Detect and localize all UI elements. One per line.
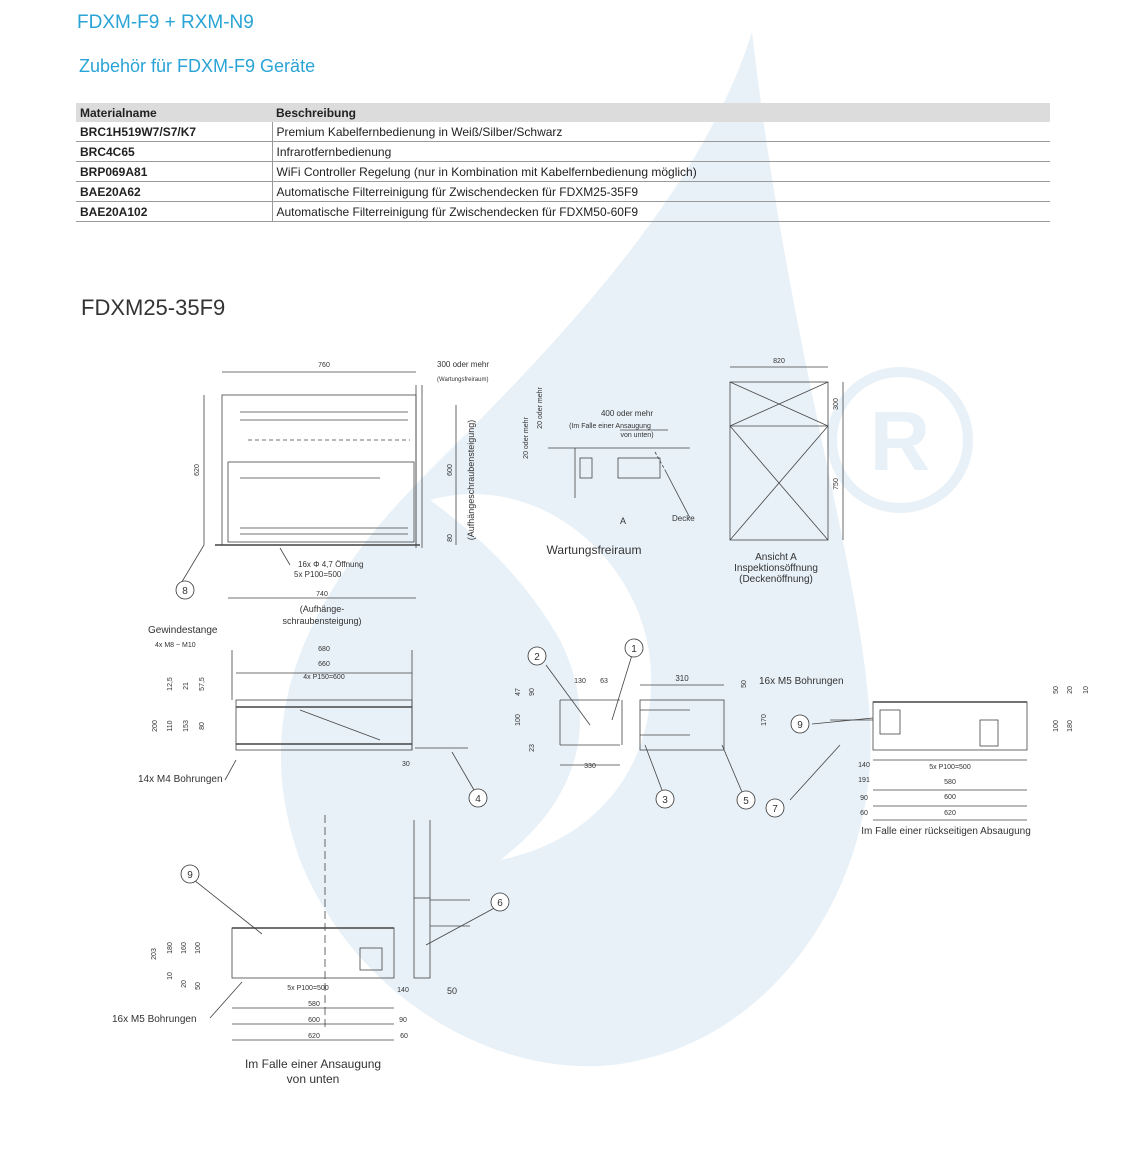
note-label: (Im Falle einer Ansaugung [569,423,651,430]
dim-label: 660 [318,661,330,668]
dim-label: 12,5 [167,677,174,691]
marker-label: 2 [534,652,540,663]
dim-label: 580 [308,1001,320,1008]
dim-label: 50 [446,986,458,996]
dim-label: 90 [529,688,536,696]
material-name: BAE20A62 [76,182,272,202]
rod-label: Gewindestange [148,625,218,636]
dim-label: 300 oder mehr [437,360,490,369]
view-a-caption: (Deckenöffnung) [739,574,813,585]
rod-spec-label: 4x M8 ~ M10 [155,642,196,649]
view-a-label: A [620,516,627,526]
holes-label: 16x M5 Bohrungen [112,1014,197,1025]
dim-label: 20 [1067,686,1074,694]
marker-label: 7 [772,804,778,815]
holes-label: 16x M5 Bohrungen [759,676,844,687]
decke-label: Decke [672,514,695,523]
rear-caption: Im Falle einer rückseitigen Absaugung [861,826,1031,837]
dim-label: 200 [152,720,159,732]
service-caption: Wartungsfreiraum [546,543,642,557]
dim-label: 80 [199,722,206,730]
note-label: von unten) [620,432,654,439]
holes-label: 14x M4 Bohrungen [138,774,223,785]
model-title: FDXM25-35F9 [81,295,226,320]
table-row [76,122,1050,142]
marker-label: 8 [182,586,188,597]
material-name: BAE20A102 [76,202,272,222]
marker-label: 3 [662,795,668,806]
hang-bottom-label: (Aufhänge- [299,604,345,614]
dim-label: 21 [183,682,190,690]
page-title: FDXM-F9 + RXM-N9 [77,12,254,33]
hang-label: (Aufhängeschraubensteigung) [466,419,476,541]
dim-label: 100 [515,714,522,726]
material-name: BRC1H519W7/S7/K7 [76,122,272,142]
dim-label: 153 [183,720,190,732]
dim-label: 620 [944,810,956,817]
dim-label: (Wartungsfreiraum) [437,377,489,383]
dim-label: 5x P100=500 [287,985,329,992]
material-description: Premium Kabelfernbedienung in Weiß/Silber/Schwarz [272,122,1050,142]
dim-label: 170 [761,714,768,726]
dim-label: 620 [194,464,201,476]
marker-label: 9 [797,720,803,731]
dim-label: 600 [447,464,454,476]
table-row [76,162,1050,182]
dim-label: 50 [1053,686,1060,694]
dim-label: 300 [833,398,840,410]
marker-label: 1 [631,644,637,655]
material-name: BRC4C65 [76,142,272,162]
dim-label: 140 [397,987,409,994]
marker-label: 5 [743,796,749,807]
dim-label: 203 [151,948,158,960]
bottom-caption: von unten [286,1072,340,1086]
dim-label: 10 [167,972,174,980]
dim-label: 140 [858,762,870,769]
material-description: Automatische Filterreinigung für Zwischendecken für FDXM50-60F9 [272,202,1050,222]
dim-label: 10 [1083,686,1090,694]
dim-label: 680 [318,646,330,653]
dim-label: 180 [1067,720,1074,732]
material-description: Infrarotfernbedienung [272,142,1050,162]
dim-label: 5x P100=500 [929,764,971,771]
dim-label: 47 [515,688,522,696]
dim-label: 57,5 [199,677,206,691]
dim-label: 620 [308,1033,320,1040]
dim-label: 50 [195,982,202,990]
svg-text:R: R [869,394,931,488]
dim-label: 100 [1053,720,1060,732]
marker-label: 4 [475,794,481,805]
dim-label: 60 [400,1033,408,1040]
material-name: BRP069A81 [76,162,272,182]
column-header-description: Beschreibung [272,103,1050,122]
view-a-caption: Inspektionsöffnung [734,563,818,574]
dim-label: 130 [574,678,586,685]
dim-label: 400 oder mehr [600,409,654,418]
bottom-caption: Im Falle einer Ansaugung [244,1057,382,1071]
dim-label: 750 [833,478,840,490]
dim-label: 23 [529,744,536,752]
dim-label: 30 [402,761,410,768]
dim-label: 760 [318,362,330,369]
dim-label: 90 [399,1017,407,1024]
material-description: WiFi Controller Regelung (nur in Kombination mit Kabelfernbedienung möglich) [272,162,1050,182]
dim-label: 4x P150=600 [303,674,345,681]
dim-label: 180 [167,942,174,954]
dim-label: 90 [860,795,868,802]
section-subtitle: Zubehör für FDXM-F9 Geräte [79,56,316,76]
dim-label: 20 oder mehr [523,417,530,459]
dim-label: 50 [741,680,748,688]
dim-label: 820 [773,358,785,365]
openings-label: 16x Φ 4,7 Öffnung [298,560,364,569]
dim-label: 740 [316,591,328,598]
dim-label: 80 [447,534,454,542]
dim-label: 600 [944,794,956,801]
column-header-material: Materialname [76,103,272,122]
pitch-label: 5x P100=500 [294,570,342,579]
dim-label: 580 [944,779,956,786]
table-row [76,182,1050,202]
dim-label: 20 oder mehr [537,387,544,429]
marker-label: 9 [187,870,193,881]
hang-bottom-label: schraubensteigung) [282,616,362,626]
material-description: Automatische Filterreinigung für Zwischendecken für FDXM25-35F9 [272,182,1050,202]
accessories-table [76,103,1050,222]
view-a-caption: Ansicht A [755,552,797,563]
dim-label: 110 [167,720,174,732]
dim-label: 160 [181,942,188,954]
table-header-row [76,103,1050,122]
dim-label: 100 [195,942,202,954]
dim-label: 600 [308,1017,320,1024]
dim-label: 20 [181,980,188,988]
dim-label: 330 [584,763,596,770]
dim-label: 60 [860,810,868,817]
dim-label: 63 [600,678,608,685]
table-row [76,142,1050,162]
table-row [76,202,1050,222]
marker-label: 6 [497,898,503,909]
dim-label: 191 [858,777,870,784]
dim-label: 310 [675,674,689,683]
